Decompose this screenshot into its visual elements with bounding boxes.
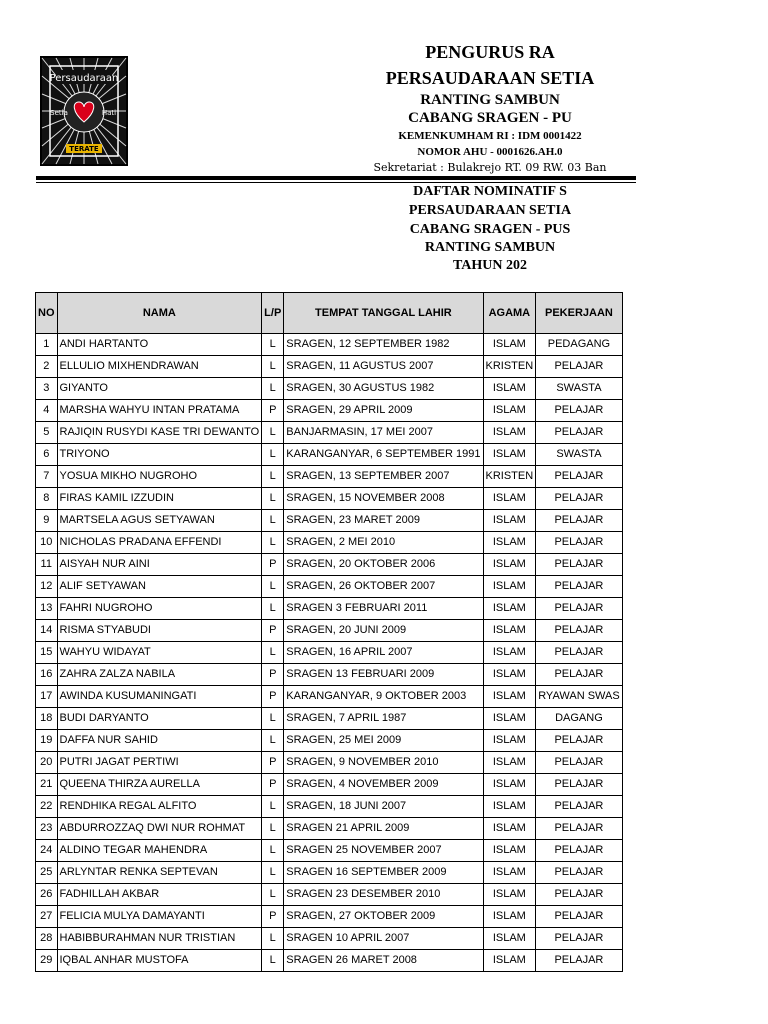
cell-ttl: SRAGEN, 23 MARET 2009 [284,510,483,532]
cell-lp: L [262,488,284,510]
cell-lp: L [262,950,284,972]
cell-ttl: SRAGEN 26 MARET 2008 [284,950,483,972]
cell-ttl: BANJARMASIN, 17 MEI 2007 [284,422,483,444]
header-nama: NAMA [57,293,262,334]
cell-pekerjaan: PELAJAR [536,598,623,620]
cell-ttl: SRAGEN, 25 MEI 2009 [284,730,483,752]
table-row [36,818,623,840]
cell-nama: YOSUA MIKHO NUGROHO [57,466,262,488]
cell-lp: L [262,796,284,818]
logo-right-text: Hati [101,109,117,117]
cell-no: 10 [36,532,58,554]
table-row [36,642,623,664]
cell-nama: BUDI DARYANTO [57,708,262,730]
cell-no: 16 [36,664,58,686]
cell-agama: ISLAM [483,862,536,884]
cell-no: 3 [36,378,58,400]
cell-agama: ISLAM [483,620,536,642]
cell-agama: ISLAM [483,950,536,972]
letterhead-line-1: PENGURUS RA [425,42,555,62]
cell-lp: L [262,510,284,532]
cell-ttl: SRAGEN 16 SEPTEMBER 2009 [284,862,483,884]
cell-nama: ZAHRA ZALZA NABILA [57,664,262,686]
table-row [36,862,623,884]
document-title-line-1: DAFTAR NOMINATIF S [413,184,567,199]
table-row [36,840,623,862]
cell-agama: ISLAM [483,708,536,730]
cell-lp: L [262,576,284,598]
cell-nama: AISYAH NUR AINI [57,554,262,576]
cell-no: 13 [36,598,58,620]
cell-pekerjaan: PELAJAR [536,774,623,796]
letterhead-line-2: PERSAUDARAAN SETIA [385,68,595,88]
cell-pekerjaan: PELAJAR [536,928,623,950]
cell-lp: L [262,862,284,884]
table-row [36,334,623,356]
cell-pekerjaan: SWASTA [536,444,623,466]
cell-lp: L [262,532,284,554]
cell-agama: ISLAM [483,796,536,818]
cell-pekerjaan: PELAJAR [536,620,623,642]
cell-ttl: SRAGEN 3 FEBRUARI 2011 [284,598,483,620]
cell-lp: L [262,422,284,444]
document-title-line-3: CABANG SRAGEN - PUS [409,222,571,237]
cell-lp: L [262,334,284,356]
cell-lp: L [262,730,284,752]
cell-lp: L [262,884,284,906]
cell-agama: ISLAM [483,532,536,554]
cell-ttl: SRAGEN, 20 OKTOBER 2006 [284,554,483,576]
cell-pekerjaan: PELAJAR [536,400,623,422]
cell-agama: KRISTEN [483,356,536,378]
letterhead-registration: KEMENKUMHAM RI : IDM 0001422 [398,130,582,142]
cell-agama: ISLAM [483,400,536,422]
cell-pekerjaan: RYAWAN SWAS [536,686,623,708]
table-row [36,906,623,928]
cell-agama: ISLAM [483,906,536,928]
cell-no: 22 [36,796,58,818]
cell-no: 25 [36,862,58,884]
logo-left-text: Setia [50,109,68,117]
letterhead-line-3: RANTING SAMBUN [420,92,560,108]
cell-lp: L [262,642,284,664]
cell-agama: ISLAM [483,510,536,532]
table-row [36,356,623,378]
cell-nama: MARTSELA AGUS SETYAWAN [57,510,262,532]
cell-agama: ISLAM [483,598,536,620]
cell-no: 7 [36,466,58,488]
cell-nama: PUTRI JAGAT PERTIWI [57,752,262,774]
letterhead-line-4: CABANG SRAGEN - PU [408,110,572,126]
table-row [36,532,623,554]
cell-nama: RAJIQIN RUSYDI KASE TRI DEWANTO [57,422,262,444]
cell-ttl: SRAGEN 21 APRIL 2009 [284,818,483,840]
header-ttl: TEMPAT TANGGAL LAHIR [284,293,483,334]
cell-nama: IQBAL ANHAR MUSTOFA [57,950,262,972]
cell-no: 19 [36,730,58,752]
cell-no: 2 [36,356,58,378]
cell-agama: ISLAM [483,730,536,752]
table-body [36,334,623,972]
cell-agama: ISLAM [483,378,536,400]
cell-nama: ELLULIO MIXHENDRAWAN [57,356,262,378]
cell-agama: ISLAM [483,576,536,598]
cell-lp: L [262,818,284,840]
document-title-line-2: PERSAUDARAAN SETIA [408,203,572,218]
cell-agama: ISLAM [483,422,536,444]
table-row [36,950,623,972]
cell-no: 24 [36,840,58,862]
cell-no: 21 [36,774,58,796]
cell-pekerjaan: PELAJAR [536,532,623,554]
cell-lp: P [262,752,284,774]
heart-emblem-icon [42,58,126,164]
table-row [36,730,623,752]
cell-pekerjaan: PELAJAR [536,840,623,862]
table-row [36,488,623,510]
cell-ttl: SRAGEN, 26 OKTOBER 2007 [284,576,483,598]
cell-no: 11 [36,554,58,576]
cell-lp: P [262,620,284,642]
cell-nama: NICHOLAS PRADANA EFFENDI [57,532,262,554]
cell-nama: TRIYONO [57,444,262,466]
cell-lp: P [262,554,284,576]
cell-pekerjaan: PELAJAR [536,356,623,378]
cell-lp: L [262,928,284,950]
cell-nama: GIYANTO [57,378,262,400]
cell-no: 6 [36,444,58,466]
table-row [36,444,623,466]
cell-agama: ISLAM [483,334,536,356]
cell-pekerjaan: DAGANG [536,708,623,730]
cell-lp: L [262,598,284,620]
cell-pekerjaan: PELAJAR [536,884,623,906]
cell-no: 5 [36,422,58,444]
cell-nama: ALDINO TEGAR MAHENDRA [57,840,262,862]
cell-pekerjaan: PELAJAR [536,950,623,972]
cell-nama: FELICIA MULYA DAMAYANTI [57,906,262,928]
cell-ttl: SRAGEN 13 FEBRUARI 2009 [284,664,483,686]
cell-ttl: SRAGEN, 7 APRIL 1987 [284,708,483,730]
cell-nama: MARSHA WAHYU INTAN PRATAMA [57,400,262,422]
table-row [36,774,623,796]
cell-pekerjaan: PELAJAR [536,576,623,598]
cell-no: 26 [36,884,58,906]
cell-nama: ANDI HARTANTO [57,334,262,356]
table-row [36,576,623,598]
logo-bottom-text: TERATE [69,145,99,153]
cell-nama: ARLYNTAR RENKA SEPTEVAN [57,862,262,884]
cell-lp: L [262,840,284,862]
cell-ttl: SRAGEN, 30 AGUSTUS 1982 [284,378,483,400]
cell-agama: ISLAM [483,444,536,466]
cell-ttl: SRAGEN, 9 NOVEMBER 2010 [284,752,483,774]
cell-agama: ISLAM [483,774,536,796]
table-row [36,796,623,818]
cell-no: 29 [36,950,58,972]
cell-pekerjaan: PELAJAR [536,796,623,818]
cell-ttl: SRAGEN, 16 APRIL 2007 [284,642,483,664]
cell-ttl: SRAGEN, 2 MEI 2010 [284,532,483,554]
cell-agama: ISLAM [483,488,536,510]
cell-pekerjaan: PELAJAR [536,818,623,840]
cell-no: 27 [36,906,58,928]
cell-agama: ISLAM [483,928,536,950]
cell-ttl: SRAGEN, 15 NOVEMBER 2008 [284,488,483,510]
table-row [36,378,623,400]
cell-no: 28 [36,928,58,950]
header-no: NO [36,293,58,334]
table-row [36,554,623,576]
cell-ttl: KARANGANYAR, 6 SEPTEMBER 1991 [284,444,483,466]
cell-nama: RISMA STYABUDI [57,620,262,642]
cell-agama: ISLAM [483,686,536,708]
member-roster-table [35,292,623,972]
cell-nama: HABIBBURAHMAN NUR TRISTIAN [57,928,262,950]
cell-ttl: SRAGEN, 20 JUNI 2009 [284,620,483,642]
cell-pekerjaan: PELAJAR [536,752,623,774]
cell-pekerjaan: PELAJAR [536,510,623,532]
cell-no: 20 [36,752,58,774]
cell-nama: DAFFA NUR SAHID [57,730,262,752]
cell-no: 23 [36,818,58,840]
cell-lp: L [262,378,284,400]
organization-logo [40,56,128,166]
cell-lp: P [262,400,284,422]
cell-pekerjaan: PELAJAR [536,466,623,488]
table-row [36,422,623,444]
cell-lp: P [262,686,284,708]
table-row [36,620,623,642]
cell-lp: P [262,664,284,686]
cell-agama: ISLAM [483,642,536,664]
cell-ttl: SRAGEN 23 DESEMBER 2010 [284,884,483,906]
cell-nama: AWINDA KUSUMANINGATI [57,686,262,708]
cell-pekerjaan: PELAJAR [536,422,623,444]
cell-lp: L [262,356,284,378]
document-title-line-4: RANTING SAMBUN [424,240,556,255]
table-row [36,510,623,532]
cell-pekerjaan: SWASTA [536,378,623,400]
cell-nama: QUEENA THIRZA AURELLA [57,774,262,796]
cell-pekerjaan: PELAJAR [536,730,623,752]
cell-agama: ISLAM [483,884,536,906]
cell-nama: FIRAS KAMIL IZZUDIN [57,488,262,510]
cell-pekerjaan: PELAJAR [536,862,623,884]
cell-agama: ISLAM [483,664,536,686]
cell-no: 4 [36,400,58,422]
table-row [36,598,623,620]
cell-pekerjaan: PELAJAR [536,488,623,510]
cell-ttl: SRAGEN 10 APRIL 2007 [284,928,483,950]
table-row [36,664,623,686]
cell-no: 12 [36,576,58,598]
letterhead-rule-thin [36,182,636,183]
cell-no: 9 [36,510,58,532]
cell-pekerjaan: PELAJAR [536,664,623,686]
table-row [36,708,623,730]
cell-lp: L [262,708,284,730]
table-row [36,752,623,774]
table-row [36,400,623,422]
cell-lp: P [262,906,284,928]
cell-agama: ISLAM [483,840,536,862]
table-row [36,466,623,488]
cell-agama: ISLAM [483,554,536,576]
cell-nama: ALIF SETYAWAN [57,576,262,598]
cell-agama: KRISTEN [483,466,536,488]
cell-ttl: SRAGEN 25 NOVEMBER 2007 [284,840,483,862]
cell-ttl: KARANGANYAR, 9 OKTOBER 2003 [284,686,483,708]
cell-ttl: SRAGEN, 18 JUNI 2007 [284,796,483,818]
header-lp: L/P [262,293,284,334]
cell-no: 14 [36,620,58,642]
letterhead-rule-thick [36,176,636,180]
cell-lp: P [262,774,284,796]
table-row [36,884,623,906]
cell-lp: L [262,444,284,466]
cell-no: 17 [36,686,58,708]
cell-nama: FAHRI NUGROHO [57,598,262,620]
cell-ttl: SRAGEN, 27 OKTOBER 2009 [284,906,483,928]
table-row [36,928,623,950]
logo-top-text: Persaudaraan [49,73,119,84]
cell-pekerjaan: PELAJAR [536,906,623,928]
cell-nama: WAHYU WIDAYAT [57,642,262,664]
cell-no: 1 [36,334,58,356]
cell-ttl: SRAGEN, 11 AGUSTUS 2007 [284,356,483,378]
table-header-row [36,293,623,334]
cell-no: 8 [36,488,58,510]
cell-ttl: SRAGEN, 13 SEPTEMBER 2007 [284,466,483,488]
header-agama: AGAMA [483,293,536,334]
table-row [36,686,623,708]
cell-pekerjaan: PELAJAR [536,554,623,576]
cell-nama: ABDURROZZAQ DWI NUR ROHMAT [57,818,262,840]
document-title-year: TAHUN 202 [452,258,528,273]
cell-pekerjaan: PEDAGANG [536,334,623,356]
cell-no: 18 [36,708,58,730]
letterhead-secretariat: Sekretariat : Bulakrejo RT. 09 RW. 03 Ban [373,161,607,174]
cell-nama: RENDHIKA REGAL ALFITO [57,796,262,818]
cell-ttl: SRAGEN, 4 NOVEMBER 2009 [284,774,483,796]
header-pekerjaan: PEKERJAAN [536,293,623,334]
cell-ttl: SRAGEN, 29 APRIL 2009 [284,400,483,422]
cell-agama: ISLAM [483,752,536,774]
letterhead-ahu-number: NOMOR AHU - 0001626.AH.0 [417,146,563,158]
cell-no: 15 [36,642,58,664]
cell-lp: L [262,466,284,488]
cell-ttl: SRAGEN, 12 SEPTEMBER 1982 [284,334,483,356]
cell-nama: FADHILLAH AKBAR [57,884,262,906]
cell-pekerjaan: PELAJAR [536,642,623,664]
cell-agama: ISLAM [483,818,536,840]
